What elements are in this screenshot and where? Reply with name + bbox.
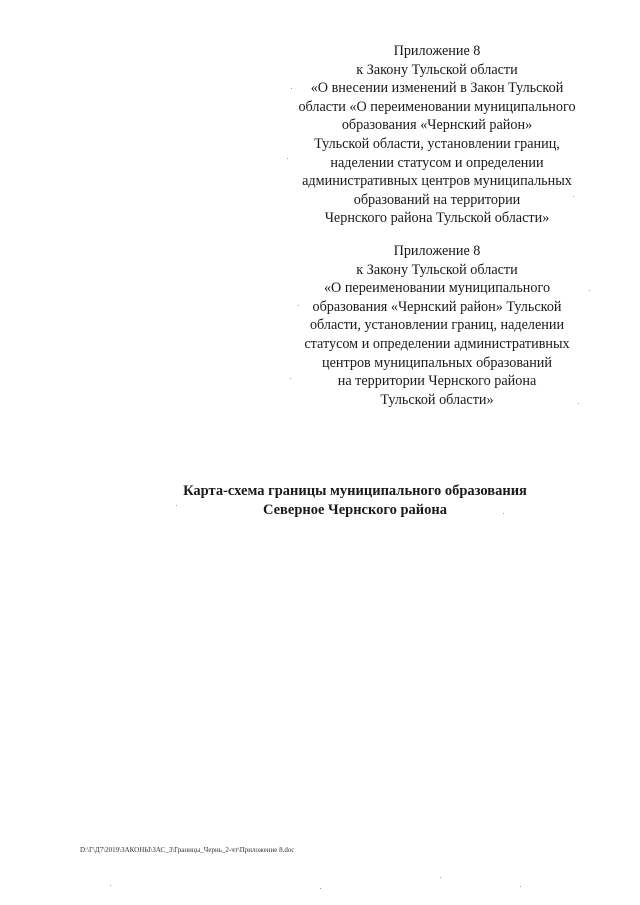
- map-title: [120, 482, 590, 519]
- appendix-line: Приложение 8: [393, 243, 481, 259]
- scan-speck: [110, 885, 111, 886]
- scan-speck: [287, 158, 288, 159]
- map-title-line: Северное Чернского района: [262, 501, 448, 518]
- scan-speck: [440, 877, 441, 878]
- appendix-line: «О внесении изменений в Закон Тульской: [310, 80, 564, 97]
- appendix-line: Чернского района Тульской области»: [324, 210, 550, 227]
- appendix-header-amendment: [282, 42, 592, 228]
- scan-speck: [589, 290, 590, 291]
- appendix-line: статусом и определении административных: [304, 335, 570, 352]
- appendix-line: образования «Чернский район» Тульской: [312, 298, 562, 315]
- appendix-line: Приложение 8: [393, 43, 481, 59]
- map-title-line: Карта-схема границы муниципального образования: [183, 483, 527, 499]
- scan-speck: [520, 886, 521, 887]
- scan-speck: [290, 378, 291, 379]
- appendix-line: области «О переименовании муниципального: [298, 98, 576, 115]
- appendix-line: наделении статусом и определении: [330, 154, 544, 171]
- appendix-line: к Закону Тульской области: [356, 261, 518, 278]
- scan-speck: [291, 88, 292, 89]
- appendix-line: центров муниципальных образований: [322, 354, 552, 371]
- appendix-line: области, установлении границ, наделении: [309, 317, 565, 334]
- appendix-line: образования «Чернский район»: [341, 117, 533, 134]
- scan-speck: [578, 403, 579, 404]
- appendix-line: «О переименовании муниципального: [323, 280, 551, 297]
- scan-speck: [298, 305, 299, 306]
- scan-speck: [573, 196, 574, 197]
- appendix-line: Тульской области»: [380, 391, 494, 408]
- appendix-line: на территории Чернского района: [337, 373, 537, 390]
- appendix-line: к Закону Тульской области: [356, 61, 518, 78]
- appendix-line: административных центров муниципальных: [302, 173, 572, 190]
- scan-speck: [320, 888, 321, 889]
- appendix-line: образований на территории: [353, 191, 521, 208]
- footer-file-path: D:\Г\Д7\2019\ЗАКОНЫ\ЗАС_3\Границы_Чернь_2-чт\Приложение 8.doc: [80, 846, 295, 854]
- appendix-header-original: [282, 242, 592, 409]
- scan-speck: [176, 505, 177, 506]
- scan-speck: [503, 513, 504, 514]
- appendix-line: Тульской области, установлении границ,: [314, 135, 560, 152]
